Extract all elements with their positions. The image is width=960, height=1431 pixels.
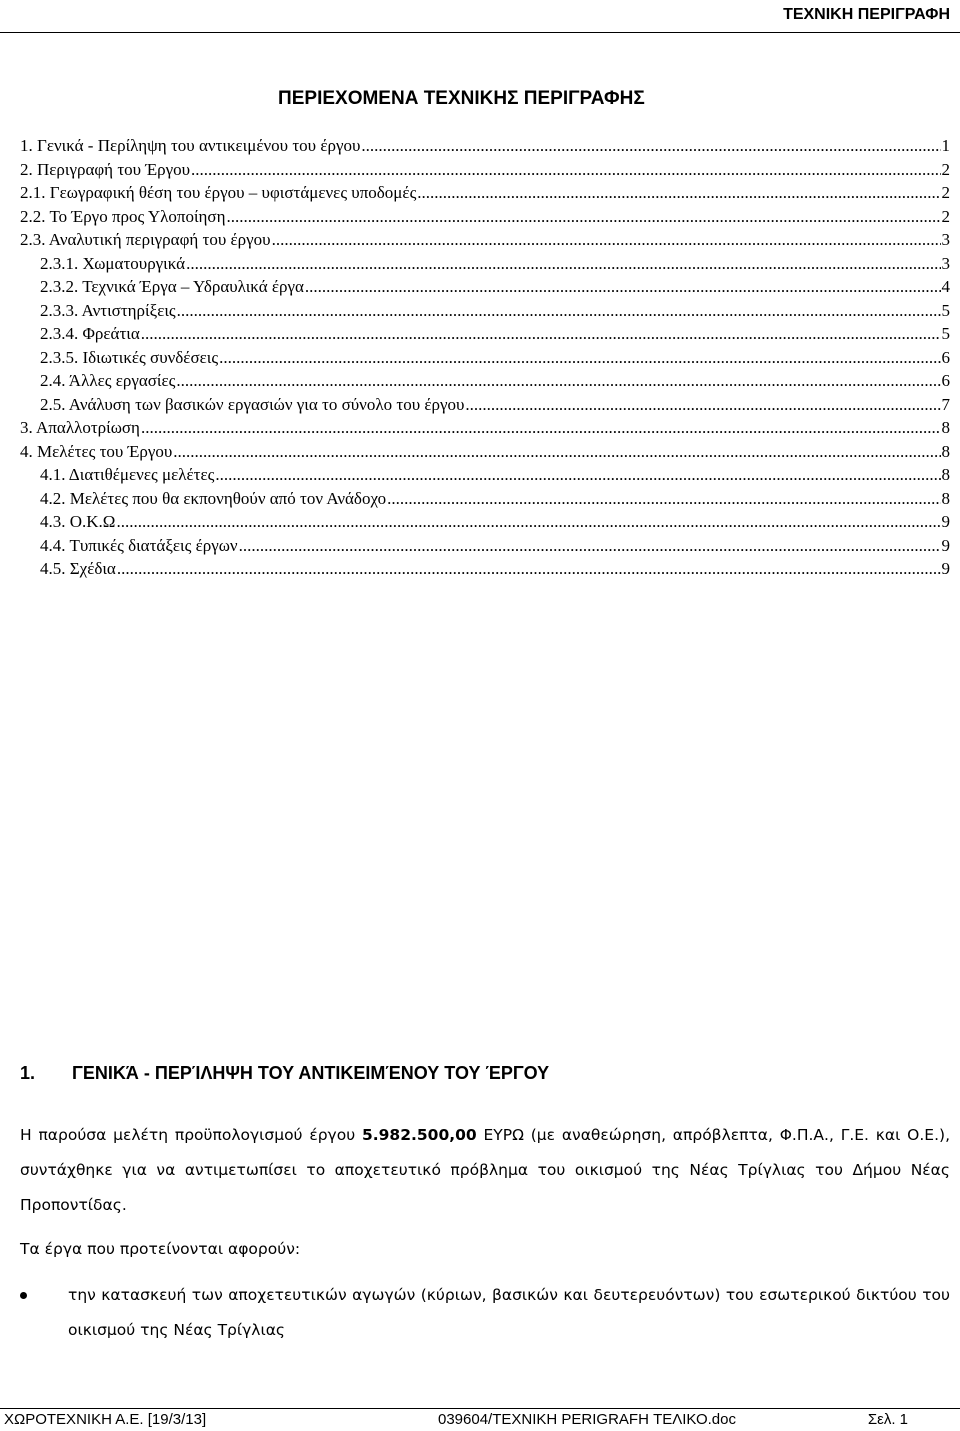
bullet-icon (20, 1292, 27, 1299)
toc-page-number: 6 (941, 371, 950, 390)
toc-leader-dots (227, 205, 941, 229)
toc-leader-dots (215, 463, 940, 487)
toc-page-number: 3 (941, 230, 950, 249)
toc-entry-text: 4.1. Διατιθέμενες μελέτες (40, 465, 215, 484)
list-item-text: την κατασκευή των αποχετευτικών αγωγών (κύριων, βασικών και δευτερευόντων) του εσωτερικού δικτύου του οικισμού της Νέας Τρίγλιας (68, 1286, 950, 1339)
toc-page-number: 8 (941, 418, 950, 437)
toc-entry[interactable] (20, 134, 950, 158)
toc-entry[interactable] (20, 205, 950, 229)
toc-leader-dots (117, 557, 941, 581)
footer-page-number: Σελ. 1 (867, 1411, 908, 1428)
toc-page-number: 2 (941, 159, 950, 179)
toc-leader-dots (272, 228, 941, 252)
toc-leader-dots (173, 440, 940, 464)
toc-entry[interactable] (20, 158, 950, 182)
toc-page-number: 1 (941, 136, 950, 155)
intro-text-start: Η παρούσα μελέτη προϋπολογισμού έργου (20, 1126, 362, 1144)
toc-entry-text: 2.4. Άλλες εργασίες (40, 371, 176, 390)
toc-entry-text: 2.3.5. Ιδιωτικές συνδέσεις (40, 347, 219, 367)
toc-leader-dots (219, 346, 940, 370)
toc-entry[interactable] (40, 346, 950, 370)
toc-page-number: 8 (941, 465, 950, 484)
toc-page-number: 3 (941, 253, 950, 273)
footer-company: ΧΩΡΟΤΕΧΝΙΚΗ Α.Ε. [19/3/13] (4, 1411, 207, 1428)
toc-entry-text: 2.3.3. Αντιστηρίξεις (40, 300, 176, 320)
toc-leader-dots (177, 299, 941, 323)
toc-entry[interactable] (40, 322, 950, 346)
section-number: 1. (20, 1063, 36, 1083)
toc-leader-dots (305, 275, 941, 299)
toc-leader-dots (176, 369, 940, 393)
footer-divider (0, 1408, 960, 1409)
toc-entry-text: 4. Μελέτες του Έργου (20, 441, 173, 461)
toc-leader-dots (361, 134, 940, 158)
toc-entry-text: 4.3. Ο.Κ.Ω (40, 512, 116, 531)
toc-leader-dots (387, 487, 940, 511)
toc-leader-dots (239, 534, 941, 558)
toc-page-number: 8 (941, 488, 950, 508)
toc-page-number: 9 (941, 512, 950, 531)
toc-entry-text: 2.5. Ανάλυση των βασικών εργασιών για το σύνολο του έργου (40, 394, 465, 414)
toc-leader-dots (191, 158, 940, 182)
toc-entry-text: 3. Απαλλοτρίωση (20, 418, 140, 437)
toc-leader-dots (465, 393, 940, 417)
toc-page-number: 9 (941, 559, 950, 578)
toc-entry[interactable] (40, 534, 950, 558)
toc-entry-text: 2.3.1. Χωματουργικά (40, 253, 186, 273)
header-divider (0, 32, 960, 33)
toc-entry[interactable] (20, 440, 950, 464)
toc-entry-text: 2.1. Γεωγραφική θέση του έργου – υφιστάμενες υποδομές (20, 183, 417, 202)
works-intro-paragraph: Τα έργα που προτείνονται αφορούν: (20, 1240, 301, 1258)
table-of-contents (0, 134, 960, 581)
toc-page-number: 2 (941, 183, 950, 202)
toc-page-number: 6 (941, 347, 950, 367)
toc-entry[interactable] (20, 228, 950, 252)
toc-entry-text: 2. Περιγραφή του Έργου (20, 159, 191, 179)
intro-paragraph (20, 1118, 950, 1223)
footer-filename: 039604/ΤΕΧΝΙΚΗ PERIGRAFH ΤΕΛΙΚΟ.doc (438, 1411, 736, 1428)
toc-entry-text: 1. Γενικά - Περίληψη του αντικειμένου του έργου (20, 136, 361, 155)
list-item (20, 1278, 950, 1348)
toc-title: ΠΕΡΙΕΧΟΜΕΝΑ ΤΕΧΝΙΚΗΣ ΠΕΡΙΓΡΑΦΗΣ (278, 88, 645, 109)
section-title: ΓΕΝΙΚΆ - ΠΕΡΊΛΗΨΗ ΤΟΥ ΑΝΤΙΚΕΙΜΈΝΟΥ ΤΟΥ ΈΡΓΟΥ (72, 1063, 550, 1083)
toc-entry[interactable] (40, 369, 950, 393)
intro-text-end: ΕΥΡΩ (με αναθεώρηση, απρόβλεπτα, Φ.Π.Α., Γ.Ε. και Ο.Ε.), συντάχθηκε για να αντιμετωπίσει το αποχετευτικό πρόβλημα του οικισμού της Νέας Τρίγλιας του Δήμου Νέας Προποντίδας. (20, 1126, 950, 1214)
toc-entry[interactable] (40, 252, 950, 276)
toc-entry[interactable] (40, 463, 950, 487)
page-header-title: ΤΕΧΝΙΚΗ ΠΕΡΙΓΡΑΦΗ (783, 6, 950, 23)
toc-page-number: 5 (941, 300, 950, 320)
toc-page-number: 4 (941, 277, 950, 296)
toc-leader-dots (417, 181, 940, 205)
works-list (20, 1278, 950, 1348)
toc-entry-text: 4.4. Τυπικές διατάξεις έργων (40, 535, 238, 555)
toc-entry-text: 2.3.2. Τεχνικά Έργα – Υδραυλικά έργα (40, 277, 304, 296)
toc-leader-dots (141, 322, 941, 346)
budget-amount: 5.982.500,00 (361, 1126, 477, 1144)
toc-entry[interactable] (20, 416, 950, 440)
page-footer (0, 1411, 960, 1431)
toc-entry[interactable] (40, 299, 950, 323)
toc-entry[interactable] (40, 510, 950, 534)
toc-entry[interactable] (20, 181, 950, 205)
toc-leader-dots (186, 252, 940, 276)
toc-entry[interactable] (40, 557, 950, 581)
toc-entry-text: 2.3.4. Φρεάτια (40, 324, 140, 343)
toc-page-number: 7 (941, 394, 950, 414)
toc-page-number: 8 (941, 441, 950, 461)
toc-entry[interactable] (40, 275, 950, 299)
toc-entry-text: 4.5. Σχέδια (40, 559, 116, 578)
toc-entry[interactable] (40, 393, 950, 417)
toc-page-number: 2 (941, 206, 950, 226)
toc-entry-text: 2.3. Αναλυτική περιγραφή του έργου (20, 230, 271, 249)
toc-entry-text: 4.2. Μελέτες που θα εκπονηθούν από τον Ανάδοχο (40, 488, 387, 508)
toc-entry-text: 2.2. Το Έργο προς Υλοποίηση (20, 206, 226, 226)
toc-page-number: 9 (941, 535, 950, 555)
toc-leader-dots (141, 416, 941, 440)
toc-leader-dots (116, 510, 940, 534)
toc-page-number: 5 (941, 324, 950, 343)
section-heading (20, 1063, 549, 1084)
toc-entry[interactable] (40, 487, 950, 511)
